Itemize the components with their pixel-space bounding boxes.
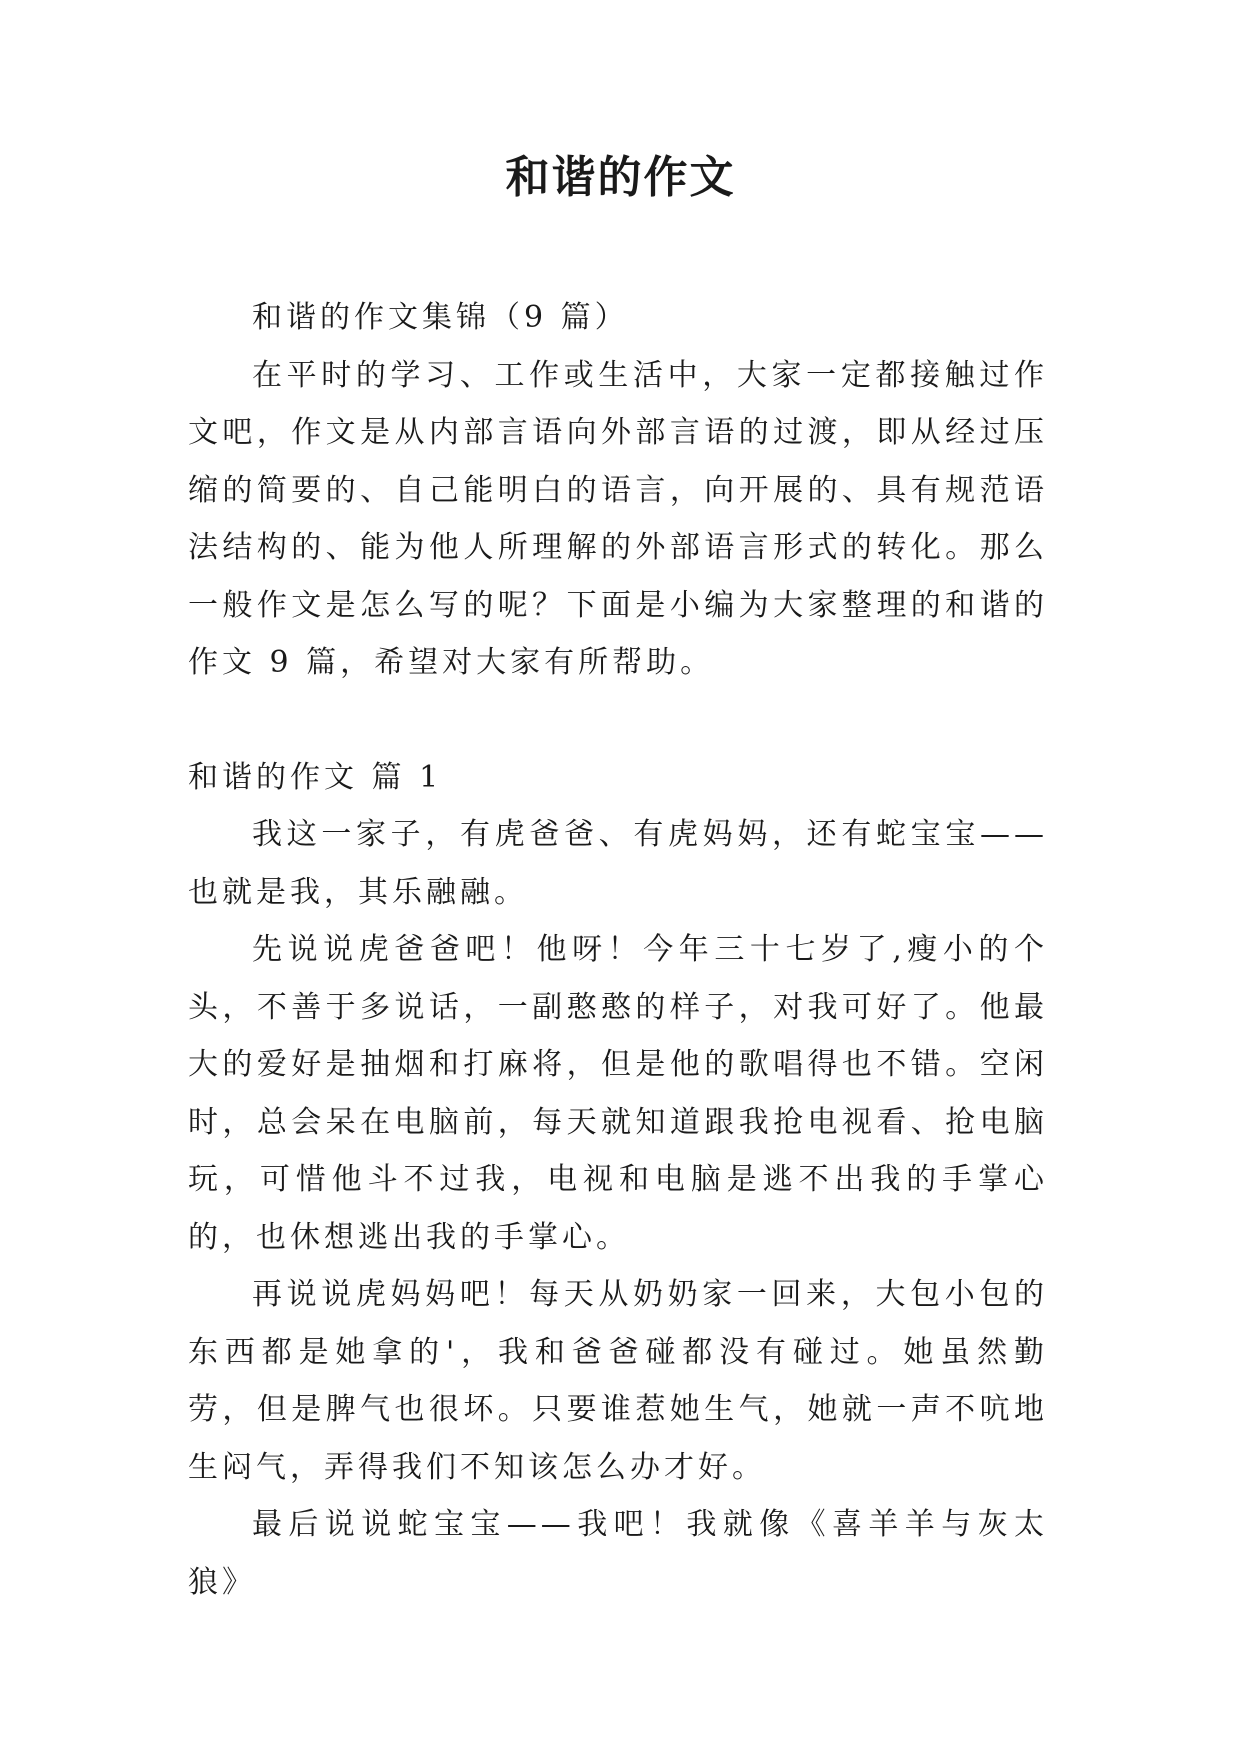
body-paragraph: 再说说虎妈妈吧！每天从奶奶家一回来，大包小包的东西都是她拿的'，我和爸爸碰都没有碰过。她虽然勤劳，但是脾气也很坏。只要谁惹她生气，她就一声不吭地生闷气，弄得我们不知该怎么办才好。 [188, 1277, 1048, 1485]
document-body [188, 289, 1048, 1611]
body-paragraph: 最后说说蛇宝宝——我吧！我就像《喜羊羊与灰太狼》 [188, 1507, 1048, 1600]
document-subtitle: 和谐的作文集锦（9 篇） [252, 300, 629, 335]
document-title: 和谐的作文 [505, 152, 736, 203]
body-paragraph: 先说说虎爸爸吧！他呀！今年三十七岁了,瘦小的个头，不善于多说话，一副憨憨的样子，对我可好了。他最大的爱好是抽烟和打麻将，但是他的歌唱得也不错。空闲时，总会呆在电脑前，每天就知道跟我抢电视看、抢电脑玩，可惜他斗不过我，电视和电脑是逃不出我的手掌心的，也休想逃出我的手掌心。 [188, 932, 1048, 1255]
section-heading: 和谐的作文 篇 1 [188, 759, 443, 795]
intro-paragraph: 在平时的学习、工作或生活中，大家一定都接触过作文吧，作文是从内部言语向外部言语的过渡，即从经过压缩的简要的、自己能明白的语言，向开展的、具有规范语法结构的、能为他人所理解的外部语言形式的转化。那么一般作文是怎么写的呢？下面是小编为大家整理的和谐的作文 9 篇，希望对大家有所帮助。 [188, 357, 1048, 680]
body-paragraph: 我这一家子，有虎爸爸、有虎妈妈，还有蛇宝宝——也就是我，其乐融融。 [188, 817, 1048, 910]
